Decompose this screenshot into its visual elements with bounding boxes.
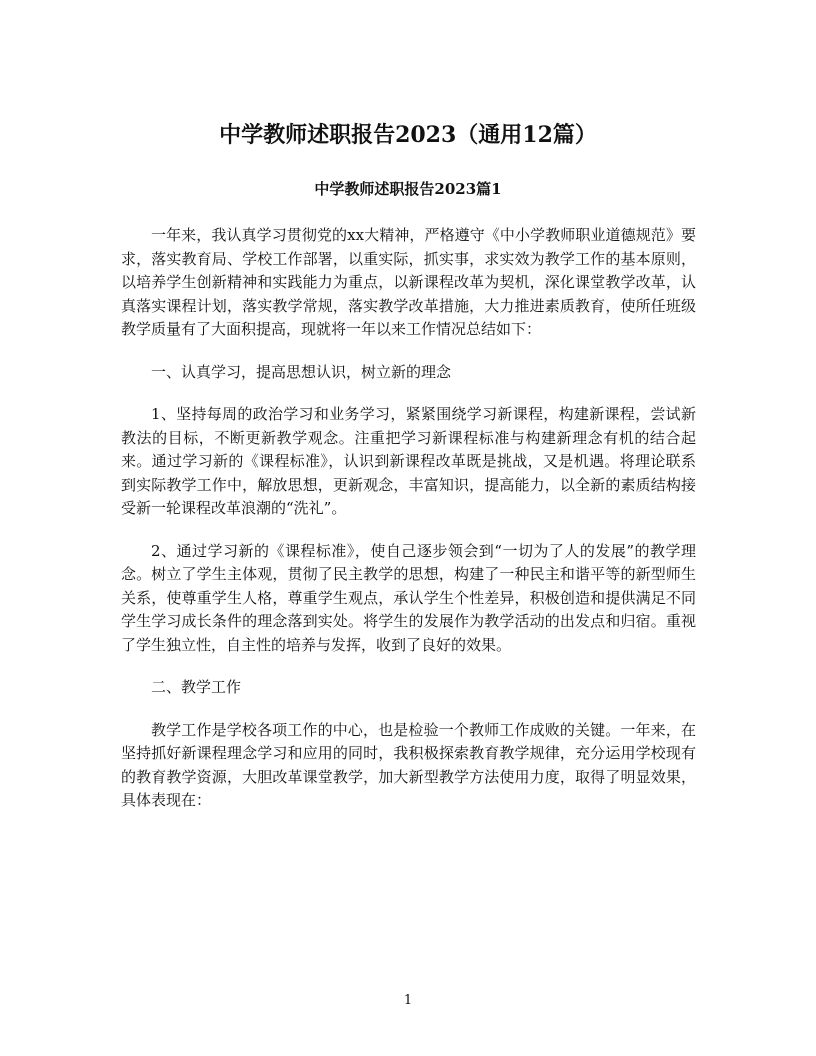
paragraph-teaching-work: 教学工作是学校各项工作的中心，也是检验一个教师工作成败的关键。一年来，在坚持抓好新课程理念学习和应用的同时，我积极探索教育教学规律，充分运用学校现有的教育教学资源，大胆改革课堂教学，加大新型教学方法使用力度，取得了明显效果，具体表现在： [121, 720, 696, 809]
section-title: 中学教师述职报告2023篇1 [314, 180, 502, 198]
paragraph-point-2: 2、通过学习新的《课程标准》，使自己逐步领会到“一切为了人的发展”的教学理念。树立了学生主体观，贯彻了民主教学的思想，构建了一种民主和谐平等的新型师生关系，使尊重学生人格，尊重学生观点，承认学生个性差异，积极创造和提供满足不同学生学习成长条件的理念落到实处。将学生的发展作为教学活动的出发点和归宿。重视了学生独立性，自主性的培养与发挥，收到了良好的效果。 [121, 541, 696, 654]
paragraph-heading-study: 一、认真学习，提高思想认识，树立新的理念 [151, 362, 452, 381]
paragraph-point-1: 1、坚持每周的政治学习和业务学习，紧紧围绕学习新课程，构建新课程，尝试新教法的目标，不断更新教学观念。注重把学习新课程标准与构建新理念有机的结合起来。通过学习新的《课程标准》，认识到新课程改革既是挑战，又是机遇。将理论联系到实际教学工作中，解放思想，更新观念，丰富知识，提高能力，以全新的素质结构接受新一轮课程改革浪潮的“洗礼”。 [121, 405, 696, 517]
page-number: 1 [403, 993, 413, 1008]
paragraph-intro: 一年来，我认真学习贯彻党的xx大精神，严格遵守《中小学教师职业道德规范》要求，落实教育局、学校工作部署，以重实际，抓实事，求实效为教学工作的基本原则，以培养学生创新精神和实践能力为重点，以新课程改革为契机，深化课堂教学改革，认真落实课程计划，落实教学常规，落实教学改革措施，大力推进素质教育，使所任班级教学质量有了大面积提高，现就将一年以来工作情况总结如下： [121, 226, 696, 338]
document-body [121, 224, 696, 832]
paragraph-heading-teaching: 二、教学工作 [151, 678, 242, 696]
document-title: 中学教师述职报告2023（通用12篇） [219, 122, 597, 148]
